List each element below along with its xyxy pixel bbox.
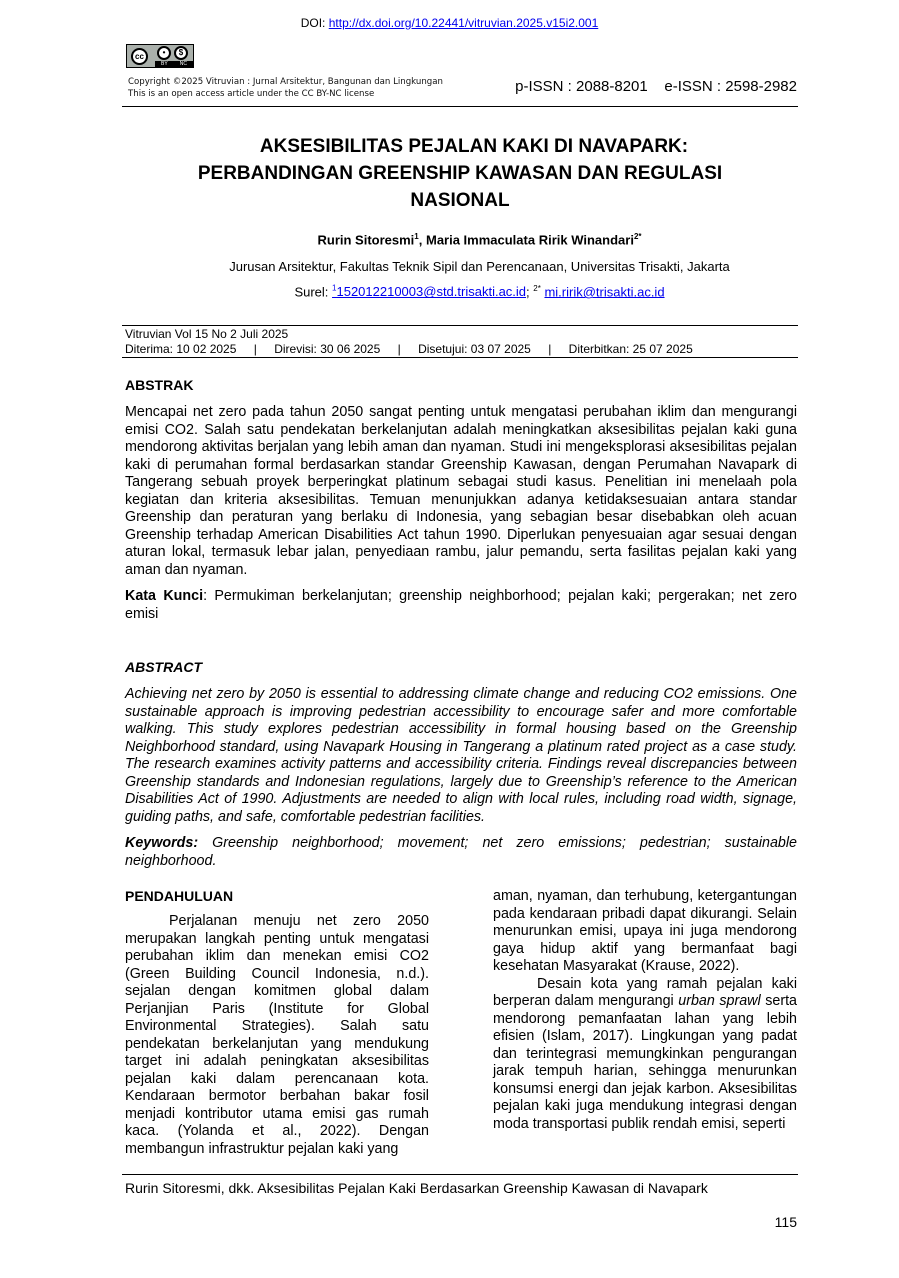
title-line-3: NASIONAL <box>410 190 510 211</box>
date-revised: Direvisi: 30 06 2025 <box>274 342 381 356</box>
keywords <box>125 835 797 870</box>
by-icon: • <box>157 46 171 60</box>
pendahuluan-right-paragraph-2: Desain kota yang ramah pejalan kaki berperan dalam mengurangi urban sprawl serta mendorong pemanfaatan lahan yang lebih efisien (Islam, 2017). Lingkungan yang padat dan terintegrasi memungkinkan pengurangan jarak tempuh harian, sehingga menurunkan konsumsi energi dan jejak karbon. Aksesibilitas pejalan kaki juga mendukung integrasi dengan moda transportasi publik rendah emisi, seperti <box>493 975 797 1132</box>
issn-numbers: p-ISSN : 2088-8201 e-ISSN : 2598-2982 <box>515 78 797 95</box>
header-rule <box>122 106 798 107</box>
email-link-1[interactable]: $^1$152012210003@std.trisakti.ac.id <box>332 284 527 300</box>
title-line-1: AKSESIBILITAS PEJALAN KAKI DI NAVAPARK: <box>259 136 689 157</box>
email-link-2[interactable]: mi.ririk@trisakti.ac.id <box>544 284 665 300</box>
running-footer: Rurin Sitoresmi, dkk. Aksesibilitas Pejalan Kaki Berdasarkan Greenship Kawasan di Navapark <box>125 1180 708 1196</box>
abstract-body: Achieving net zero by 2050 is essential to addressing climate change and reducing CO2 emissions. One sustainable approach is improving pedestrian accessibility to encourage safer and more comfortable walking. This study explores pedestrian accessibility in formal housing based on the Greenship Neighborhood standard, using Navapark Housing in Tangerang a platinum rated project as a case study. The research examines activity patterns and accessibility criteria. Findings reveal discrepancies between Greenship standards and Indonesian regulations, largely due to Greenship’s reference to the American Disabilities Act of 1990. Adjustments are needed to align with local rules, including road width, signage, guiding paths, and safe, comfortable pedestrian facilities. <box>125 686 797 825</box>
author-separator: , <box>418 232 426 248</box>
doi-label: DOI: <box>300 16 329 30</box>
license-line: This is an open access article under the CC BY-NC license <box>128 89 375 99</box>
author-name: Maria Immaculata Ririk Winandari <box>425 232 634 248</box>
volume-top-rule <box>122 325 798 326</box>
cc-icon: cc <box>131 48 148 65</box>
email-label: Surel: <box>294 284 333 300</box>
nc-label: NC <box>179 61 187 67</box>
volume-line: Vitruvian Vol 15 No 2 Juli 2025 <box>125 327 289 341</box>
abstrak-heading: ABSTRAK <box>125 377 194 393</box>
pendahuluan-heading: PENDAHULUAN <box>125 888 234 904</box>
pendahuluan-right-column <box>493 888 797 1133</box>
italic-term: urban sprawl <box>678 993 761 1009</box>
copyright-notice <box>128 76 443 100</box>
email-separator: ; <box>526 284 534 300</box>
license-strip <box>155 61 193 67</box>
kata-kunci-label: Kata Kunci <box>125 588 204 604</box>
date-received: Diterima: 10 02 2025 <box>125 342 237 356</box>
page-number: 115 <box>774 1214 797 1230</box>
date-separator: | <box>253 342 257 356</box>
title-line-2: PERBANDINGAN GREENSHIP KAWASAN DAN REGULASI <box>197 163 723 184</box>
footer-rule <box>122 1174 798 1175</box>
author-list <box>0 232 899 247</box>
keywords-terms: Greenship neighborhood; movement; net zero emissions; pedestrian; sustainable neighborhood. <box>125 835 797 869</box>
doi-link[interactable]: http://dx.doi.org/10.22441/vitruvian.2025.v15i2.001 <box>328 16 599 30</box>
date-separator: | <box>397 342 401 356</box>
author-name: Rurin Sitoresmi <box>317 232 415 248</box>
copyright-line: Copyright ©2025 Vitruvian : Jurnal Arsitektur, Bangunan dan Lingkungan <box>128 77 443 87</box>
nc-icon: $ <box>174 46 188 60</box>
by-label: BY <box>161 61 168 67</box>
kata-kunci <box>125 588 797 623</box>
volume-info <box>125 327 693 357</box>
keywords-label: Keywords: <box>125 835 199 851</box>
email-mark-2: 2* <box>533 284 541 293</box>
abstract-heading: ABSTRACT <box>125 659 202 675</box>
author-affiliation-mark: 1 <box>414 232 419 241</box>
paper-title <box>140 133 780 214</box>
author-affiliation-mark: 2* <box>633 232 642 241</box>
doi-line <box>0 16 899 30</box>
kata-kunci-terms: : Permukiman berkelanjutan; greenship neighborhood; pejalan kaki; pergerakan; net zero emisi <box>125 588 797 622</box>
date-published: Diterbitkan: 25 07 2025 <box>568 342 693 356</box>
affiliation: Jurusan Arsitektur, Fakultas Teknik Sipil dan Perencanaan, Universitas Trisakti, Jakarta <box>229 259 730 274</box>
abstrak-body: Mencapai net zero pada tahun 2050 sangat penting untuk mengatasi perubahan iklim dan mengurangi emisi CO2. Salah satu pendekatan berkelanjutan adalah meningkatkan aksesibilitas pejalan kaki guna mendorong aktivitas berjalan yang lebih aman dan nyaman. Studi ini mengeksplorasi aksesibilitas pejalan kaki di perumahan formal berdasarkan standar Greenship Kawasan, dengan Perumahan Navapark di Tangerang sebuah proyek berperingkat platinum sebagai studi kasus. Penelitian ini menelaah pola kegiatan dan kriteria aksesibilitas. Temuan menunjukkan adanya ketidaksesuaian antara standar Greenship dan peraturan yang berlaku di Indonesia, yang sebagian besar disebabkan oleh acuan Greenship terhadap American Disabilities Act tahun 1990. Diperlukan penyesuaian agar sesuai dengan aturan lokal, termasuk lebar jalan, penyediaan rambu, jalur pemandu, serta fasilitas pejalan kaki yang aman dan nyaman. <box>125 404 797 578</box>
pendahuluan-right-paragraph-1: aman, nyaman, dan terhubung, ketergantungan pada kendaraan pribadi dapat dikurangi. Selain menurunkan emisi, upaya ini juga mendorong gaya hidup aktif yang bermanfaat bagi kesehatan Masyarakat (Krause, 2022). <box>493 888 797 974</box>
dates-line <box>125 342 693 357</box>
pendahuluan-left-paragraph: Perjalanan menuju net zero 2050 merupakan langkah penting untuk mengatasi perubahan iklim dan menekan emisi CO2 (Green Building Council Indonesia, n.d.). sejalan dengan komitmen global dalam Perjanjian Paris (Institute for Global Environmental Strategies). Salah satu pendekatan berkelanjutan yang mendukung target ini adalah peningkatan aksesibilitas pejalan kaki dalam perencanaan kota. Kendaraan bermotor berbahan bakar fosil menjadi kontributor utama emisi gas rumah kaca. (Yolanda et al., 2022). Dengan membangun infrastruktur pejalan kaki yang <box>125 913 429 1157</box>
email-line <box>0 284 899 299</box>
date-accepted: Disetujui: 03 07 2025 <box>418 342 531 356</box>
date-separator: | <box>548 342 552 356</box>
cc-by-nc-license-badge[interactable] <box>126 44 194 68</box>
volume-bottom-rule <box>122 357 798 358</box>
